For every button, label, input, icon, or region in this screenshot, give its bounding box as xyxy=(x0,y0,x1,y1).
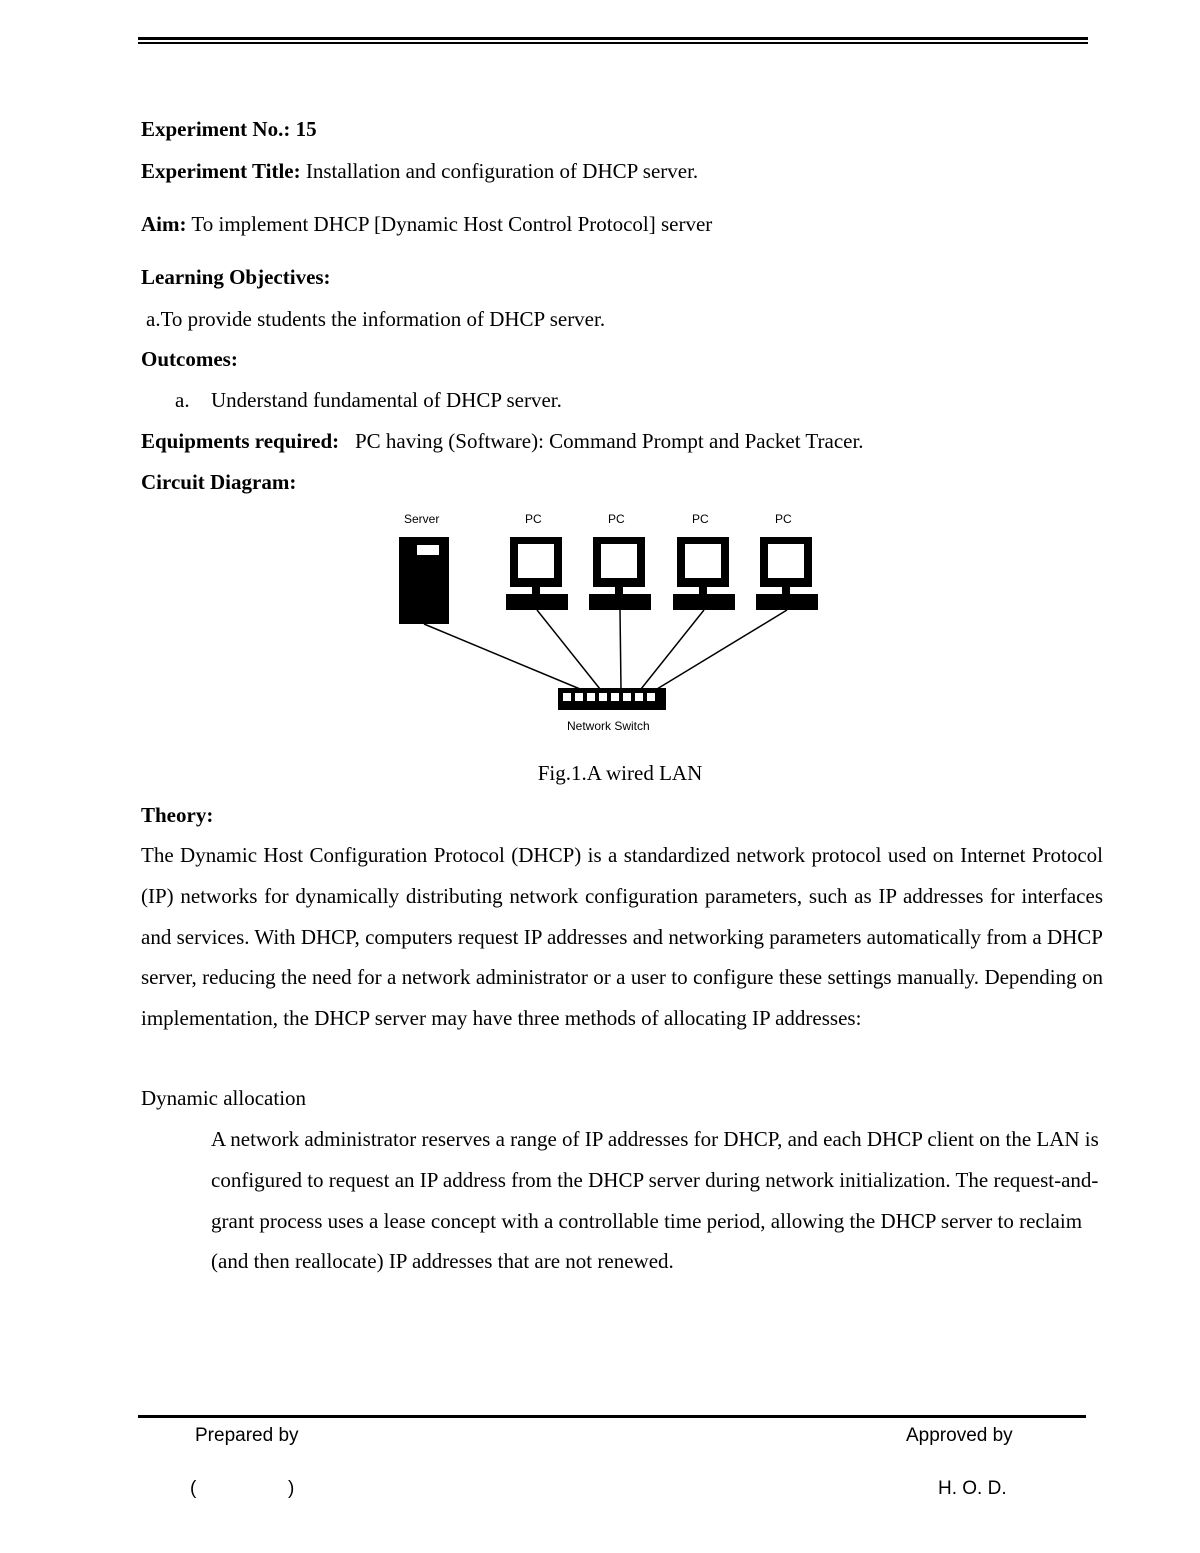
prepared-by-open-paren: ( xyxy=(190,1478,197,1499)
hod-label: H. O. D. xyxy=(938,1478,1007,1499)
theory-heading: Theory: xyxy=(141,803,214,827)
figure-caption: Fig.1.A wired LAN xyxy=(537,761,703,785)
experiment-number-label: Experiment No.: xyxy=(141,117,291,141)
objective-a: a.To provide students the information of DHCP server. xyxy=(146,307,606,331)
experiment-number-line xyxy=(141,116,317,142)
footer-rule xyxy=(138,1415,1086,1418)
experiment-title-line xyxy=(141,158,698,184)
objectives-heading: Learning Objectives: xyxy=(141,265,331,289)
dynamic-allocation-paragraph: A network administrator reserves a range of IP addresses for DHCP, and each DHCP client on the LAN is configured to request an IP address from the DHCP server during network initialization. The request-and-grant process uses a lease concept with a controllable time period, allowing the DHCP server to reclaim (and then reallocate) IP addresses that are not renewed. xyxy=(211,1127,1099,1274)
header-rule-thin xyxy=(138,42,1088,44)
outcome-a-marker: a. xyxy=(175,388,190,412)
prepared-by-close-paren: ) xyxy=(288,1478,295,1499)
pc-icon-4 xyxy=(756,537,818,610)
experiment-title-label: Experiment Title: xyxy=(141,159,301,183)
prepared-by-label: Prepared by xyxy=(195,1425,299,1446)
aim-label: Aim: xyxy=(141,212,187,236)
experiment-title: Installation and configuration of DHCP server. xyxy=(305,159,699,183)
dynamic-allocation-heading: Dynamic allocation xyxy=(141,1086,307,1110)
equipments-line xyxy=(141,428,864,454)
outcome-a: Understand fundamental of DHCP server. xyxy=(211,388,562,412)
pc-icon-3 xyxy=(673,537,735,610)
pc-label-2: PC xyxy=(608,512,625,526)
pc-icon-1 xyxy=(506,537,568,610)
pc-label-1: PC xyxy=(525,512,542,526)
header-rule xyxy=(138,37,1088,40)
pc-label-3: PC xyxy=(692,512,709,526)
aim-text: To implement DHCP [Dynamic Host Control Protocol] server xyxy=(191,212,713,236)
theory-paragraph: The Dynamic Host Configuration Protocol (DHCP) is a standardized network protocol used on Internet Protocol (IP) networks for dynamically distributing network configuration parameters, such as IP addresses for interfaces and services. With DHCP, computers request IP addresses and networking parameters automatically from a DHCP server, reducing the need for a network administrator or a user to configure these settings manually. Depending on implementation, the DHCP server may have three methods of allocating IP addresses: xyxy=(141,843,1103,1031)
experiment-number: 15 xyxy=(295,117,317,141)
network-cables xyxy=(424,610,787,689)
outcomes-heading: Outcomes: xyxy=(141,347,238,371)
network-switch-icon xyxy=(558,688,666,710)
pc-icon-2 xyxy=(589,537,651,610)
circuit-heading: Circuit Diagram: xyxy=(141,470,297,494)
aim-line xyxy=(141,211,712,237)
approved-by-label: Approved by xyxy=(906,1425,1013,1446)
server-icon xyxy=(399,537,449,624)
server-label: Server xyxy=(404,512,440,526)
pc-label-4: PC xyxy=(775,512,792,526)
switch-label: Network Switch xyxy=(567,719,650,733)
equipments-text: PC having (Software): Command Prompt and Packet Tracer. xyxy=(354,429,864,453)
equipments-label: Equipments required: xyxy=(141,429,340,453)
lan-diagram xyxy=(395,505,825,735)
